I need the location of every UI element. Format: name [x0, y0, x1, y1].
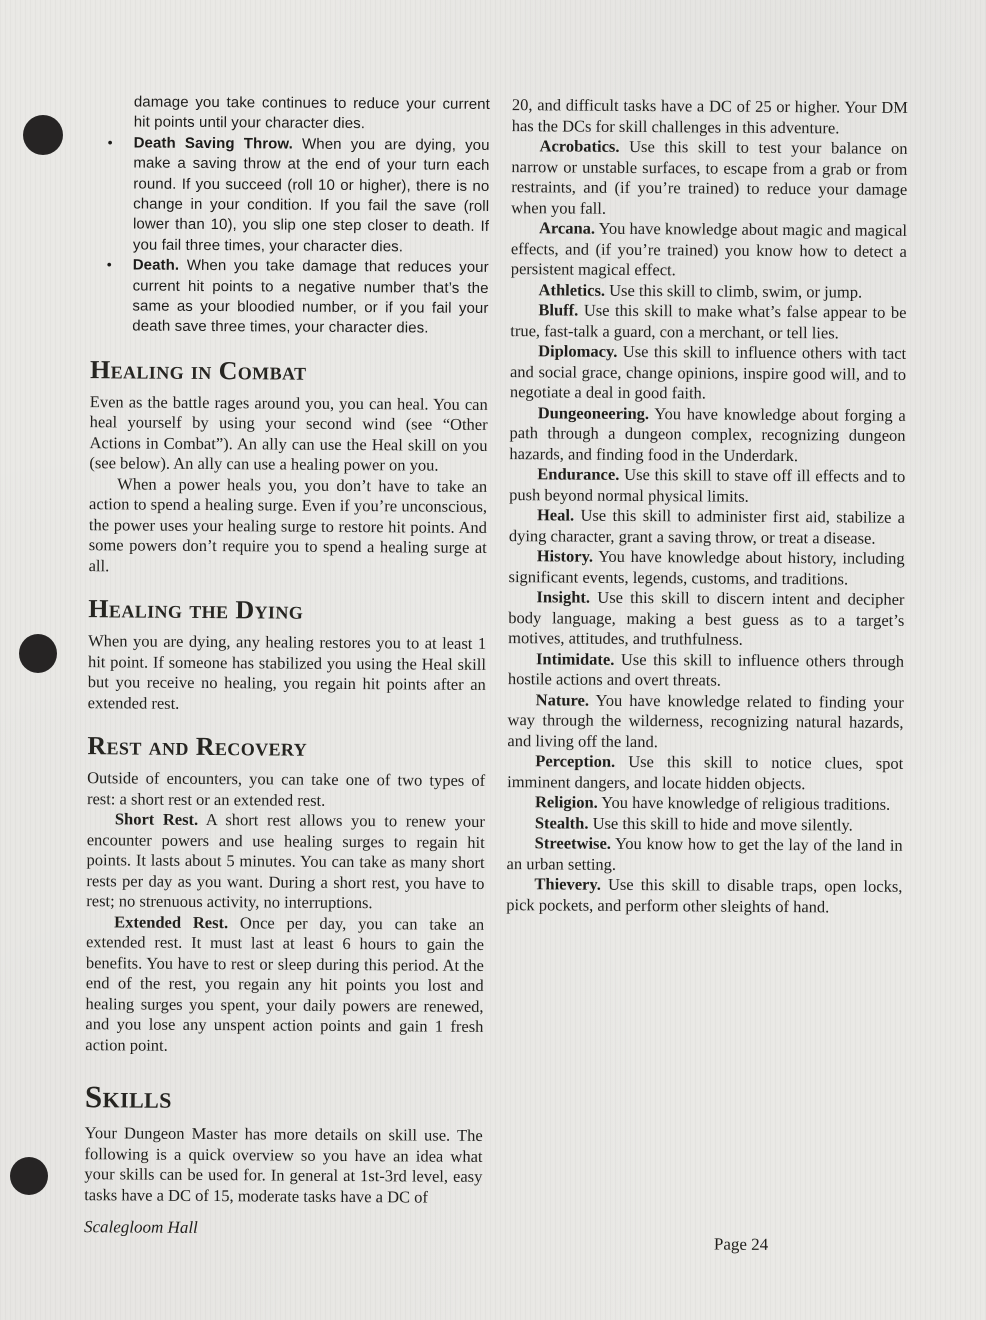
skill-text: Use this skill to make what’s false appear to be true, fast-talk a guard, con a merchant, or tell lies.	[510, 300, 907, 342]
section-heading-healing-the-dying: Healing the Dying	[88, 594, 304, 626]
skill-text: Use this skill to disable traps, open locks, pick pockets, and perform other sleights of hand.	[506, 874, 903, 916]
list-item-lead: Death.	[132, 256, 180, 275]
right-column	[506, 95, 908, 918]
skill-name: Intimidate.	[535, 648, 615, 669]
skill-text: Use this skill to discern intent and decipher body language, making a best guess as to a target’s motives, attitudes, and truthfulness.	[508, 587, 905, 649]
list-continuation-text: damage you take continues to reduce your current hit points until your character dies.	[133, 93, 490, 133]
running-footer-title: Scalegloom Hall	[83, 1217, 198, 1237]
paragraph: When you are dying, any healing restores you to at least 1 hit point. If someone has stabilized you using the Heal skill but you receive no healing, you regain hit points after an extended rest.	[87, 631, 487, 713]
skill-text: You have knowledge related to finding your way through the wilderness, recognizing natural hazards, and living off the land.	[507, 690, 904, 751]
paragraph: When a power heals you, you don’t have to take an action to spend a healing surge. Even if you’re unconscious, the power uses your healing surge to restore hit points. And some powers don’t require you to spend a healing surge at all.	[88, 474, 488, 576]
skill-name: Arcana.	[538, 218, 596, 238]
skill-entry-religion	[507, 792, 903, 815]
skill-name: Diplomacy.	[538, 341, 618, 361]
skill-text: You have knowledge about history, including significant events, legends, customs, and traditions.	[508, 546, 905, 588]
skill-entry-history	[509, 546, 905, 590]
skill-text: Use this skill to administer first aid, stabilize a dying character, grant a saving throw, or treat a disease.	[508, 505, 906, 548]
skill-name: Stealth.	[534, 812, 589, 833]
skill-entry-dungeoneering	[509, 403, 905, 467]
paragraph: Your Dungeon Master has more details on skill use. The following is a quick overview so you have an idea what your skills can be used for. In general at 1st-3rd level, easy tasks have a DC of 15, moderate tasks have a DC of	[84, 1123, 483, 1207]
skill-name: Religion.	[534, 792, 598, 812]
skill-entry-nature	[507, 690, 903, 754]
skill-text: You have knowledge about forging a path through a dungeon complex, recognizing dungeon hazards, and finding food in the Underdark.	[509, 403, 906, 465]
skill-text: You know how to get the lay of the land in an urban setting.	[506, 833, 903, 874]
skill-entry-arcana	[511, 218, 907, 282]
skill-entry-athletics	[511, 280, 907, 303]
skill-entry-streetwise	[507, 833, 903, 877]
list-item-text	[133, 133, 490, 258]
skill-text: You have knowledge of religious traditions.	[601, 792, 891, 814]
section-heading-rest-and-recovery: Rest and Recovery	[87, 731, 308, 763]
run-in-lead: Extended Rest.	[114, 912, 229, 933]
list-item-text	[132, 256, 489, 340]
skill-name: Athletics.	[538, 279, 606, 300]
skill-text: Use this skill to stave off ill effects and to push beyond normal physical limits.	[509, 464, 906, 506]
skill-text: Use this skill to hide and move silently.	[592, 813, 853, 835]
left-column	[84, 92, 490, 1208]
skill-entry-stealth	[507, 813, 903, 836]
skill-entry-endurance	[509, 464, 905, 508]
section-heading-healing-in-combat: Healing in Combat	[89, 355, 307, 386]
skill-entry-heal	[509, 505, 905, 549]
list-item-death-saving-throw	[107, 133, 490, 258]
paragraph-short-rest	[86, 810, 485, 915]
skill-entry-thievery	[506, 874, 902, 918]
list-item-lead: Death Saving Throw.	[133, 134, 294, 153]
page-number: Page 24	[713, 1234, 769, 1254]
dying-rules-list	[90, 92, 490, 340]
skill-name: Heal.	[536, 505, 575, 525]
paragraph: Even as the battle rages around you, you can heal. You can heal yourself by using your second wind (see “Other Actions in Combat”). An ally can use the Heal skill on you (see below). An ally can use a healing power on you.	[89, 392, 488, 475]
bullet-icon: •	[106, 256, 112, 273]
run-in-lead: Short Rest.	[114, 809, 199, 830]
skill-text: Use this skill to test your balance on narrow or unstable surfaces, to escape from a grab or from restraints, and (if you’re trained) to reduce your damage when you fall.	[511, 136, 908, 218]
skill-name: Endurance.	[537, 464, 620, 484]
skill-entry-diplomacy	[510, 341, 906, 405]
skill-entry-intimidate	[508, 649, 904, 693]
paragraph-continuation: 20, and difficult tasks have a DC of 25 or higher. Your DM has the DCs for skill challenges in this adventure.	[511, 95, 908, 137]
paragraph: Outside of encounters, you can take one of two types of rest: a short rest or an extended rest.	[86, 768, 486, 810]
skill-entry-perception	[507, 751, 903, 795]
skill-name: History.	[536, 546, 594, 566]
run-in-body: A short rest allows you to renew your encounter powers and use healing surges to regain hit points. It lasts about 5 minutes. You can take as many short rests per day as you want. During a short rest, you have to rest; no strenuous activity, no interruptions.	[86, 810, 485, 913]
skill-text: You have knowledge about magic and magical effects, and (if you’re trained) you know how to detect a persistent magical effect.	[510, 218, 908, 280]
skill-name: Insight.	[536, 587, 591, 607]
list-item-death	[106, 256, 489, 340]
skill-name: Perception.	[535, 751, 616, 771]
skill-name: Nature.	[535, 689, 590, 710]
bullet-icon: •	[107, 134, 113, 151]
skill-entry-acrobatics	[511, 136, 908, 221]
skill-name: Bluff.	[538, 300, 579, 320]
skill-entry-insight	[508, 587, 904, 651]
skill-name: Thievery.	[534, 874, 601, 894]
skill-name: Dungeoneering.	[537, 402, 650, 423]
skill-text: Use this skill to notice clues, spot imminent dangers, and locate hidden objects.	[507, 751, 904, 793]
skill-text: Use this skill to influence others with tact and social grace, change opinions, inspire good will, and to negotiate a deal in good faith.	[509, 341, 907, 403]
skill-entry-bluff	[510, 300, 906, 344]
list-item-body: When you take damage that reduces your current hit points to a negative number that’s the same as your bloodied number, or if you fail your death save three times, your character dies.	[132, 257, 489, 338]
skill-text: Use this skill to climb, swim, or jump.	[609, 280, 863, 302]
paragraph-extended-rest	[85, 912, 484, 1058]
list-item-body: When you are dying, you make a saving throw at the end of your turn each round. If you succeed (roll 10 or higher), there is no change in your condition. If you fail the save (roll lower than 10), you slip one step closer to death. If you fail three times, your character dies.	[132, 135, 490, 256]
section-heading-skills: Skills	[84, 1079, 172, 1116]
skill-name: Streetwise.	[534, 833, 612, 853]
skill-text: Use this skill to influence others through hostile actions and overt threats.	[507, 649, 905, 690]
skill-name: Acrobatics.	[539, 136, 620, 156]
run-in-body: Once per day, you can take an extended rest. It must last at least 6 hours to gain the benefits. You have to rest or sleep during this period. At the end of the rest, you regain any hit points you lost and healing surges you spent, your daily powers are renewed, and you lose any unspent action points and gain 1 fresh action point.	[85, 913, 485, 1055]
